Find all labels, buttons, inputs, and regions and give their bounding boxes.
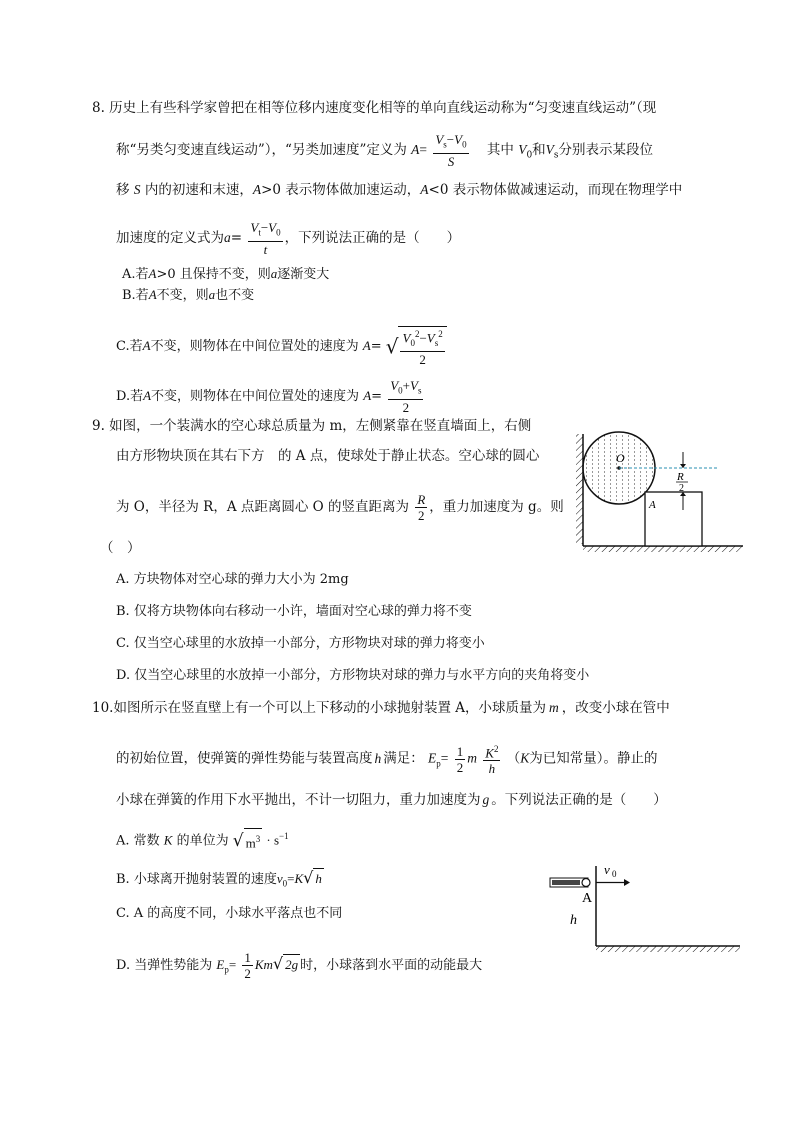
q8-option-d: D.若A不变，则物体在中间位置处的速度为 A= $\frac{V_0+V_s}{2}$ (116, 378, 422, 415)
label-O: O (616, 451, 625, 465)
q10-line2: 的初始位置，使弹簧的弹性势能与装置高度 h 满足： $E_p=$ $\frac{1}{2}$ m $\frac{K^2}{h}$ （K为已知常量）。静止的 (116, 743, 658, 777)
q9-line1: 9. 如图，一个装满水的空心球总质量为 m，左侧紧靠在竖直墙面上，右侧 (92, 418, 532, 434)
q8-option-c: C.若A不变，则物体在中间位置处的速度为 A= √ $\frac{V_0^2-V_s^2}{2}$ (116, 326, 447, 367)
q10-option-a: A. 常数 K 的单位为 √ $m^3 \cdot s^{-1}$ (116, 826, 289, 853)
label-A: A (582, 891, 593, 906)
q10-option-c: C. A 的高度不同，小球水平落点也不同 (116, 906, 343, 921)
q9-line2: 由方形物块顶在其右下方 的 A 点，使球处于静止状态。空心球的圆心 (116, 448, 540, 464)
q9-fraction-r-half: $\frac{R}{2}$ (417, 492, 426, 523)
q10-fraction-half-d: $\frac{1}{2}$ (244, 950, 251, 981)
q9-figure (572, 426, 748, 556)
q9-option-d: D. 仅当空心球里的水放掉一小部分，方形物块对球的弹力与水平方向的夹角将变小 (116, 668, 590, 683)
q8-sqrt-expression: √ $\frac{V_0^2-V_s^2}{2}$ (386, 326, 447, 367)
q10-option-b: B. 小球离开抛射装置的速度$v_0=K√$ h (116, 868, 322, 889)
label-2: 2 (679, 483, 684, 494)
q8-line1: 8. 历史上有些科学家曾把在相等位移内速度变化相等的单向直线运动称为“匀变速直线运动”（现 (92, 100, 657, 116)
q9-option-c: C. 仅当空心球里的水放掉一小部分，方形物块对球的弹力将变小 (116, 636, 485, 651)
eq-sign: = (419, 141, 428, 157)
q8-option-b: B.若A不变，则a也不变 (122, 287, 255, 303)
sym-A: A (411, 141, 420, 157)
q9-option-a: A. 方块物体对空心球的弹力大小为 2mg (116, 572, 349, 587)
q8-text: 分别表示某段位 (558, 141, 654, 158)
q10-figure (544, 846, 744, 960)
q8-fraction-a: $\frac{V_t-V_0}{t}$ (250, 220, 281, 257)
sym-V0: V (518, 141, 527, 157)
q10-option-d: D. 当弹性势能为 $E_p=$ $\frac{1}{2}$ Km√ 2g 时，小球落到水平面的动能最大 (116, 950, 483, 981)
q10-line3: 小球在弹簧的作用下水平抛出，不计一切阻力，重力加速度为 g 。下列说法正确的是（ ） (116, 792, 667, 808)
q8-text: 和 (532, 141, 546, 158)
q8-text: 称“另类匀变速直线运动”），“另类加速度”定义为 (116, 141, 407, 158)
q8-option-a: A.若A>0 且保持不变，则a逐渐变大 (122, 266, 330, 282)
q8-fraction-def: $\frac{V_s-V_0}{S}$ (435, 132, 467, 169)
label-R: R (677, 471, 684, 483)
wall-hatch (576, 434, 583, 544)
ground-hatch (583, 546, 743, 552)
q9-line4: （ ） (100, 540, 141, 556)
q9-line3: 为 O，半径为 R，A 点距离圆心 O 的竖直距离为 $\frac{R}{2}$ ，重力加速度为 g。则 (116, 492, 564, 523)
q10-fraction-k2-h: $\frac{K^2}{h}$ (485, 744, 499, 777)
sym-Vs: V (545, 141, 554, 157)
label-h: h (570, 913, 577, 928)
q8-line3: 移 S 内的初速和末速，A>0 表示物体做加速运动，A<0 表示物体做减速运动，而现在物理学中 (116, 182, 683, 198)
label-A: A (649, 499, 656, 511)
q10-fraction-half: $\frac{1}{2}$ (456, 743, 464, 775)
q8-line2: 称“另类匀变速直线运动”），“另类加速度”定义为 A= $\frac{V_s-V_0}{S}$ 其中 $V_0$和$V_s$分别表示某段位 (116, 132, 654, 169)
spring (552, 880, 580, 885)
q10-line1: 10.如图所示在竖直壁上有一个可以上下移动的小球抛射装置 A，小球质量为 m ，改变小球在管中 (92, 700, 670, 716)
q8-line4: 加速度的定义式为a= $\frac{V_t-V_0}{t}$ ，下列说法正确的是（ ） (116, 220, 461, 257)
label-v0-sub: 0 (612, 869, 617, 879)
q9-option-b: B. 仅将方块物体向右移动一小许，墙面对空心球的弹力将不变 (116, 604, 472, 619)
label-v0: v (604, 862, 610, 877)
q8-text: 其中 (486, 141, 514, 158)
ground-hatch (596, 946, 740, 952)
small-ball (582, 879, 590, 887)
q8-fraction-avg: $\frac{V_0+V_s}{2}$ (390, 378, 422, 415)
